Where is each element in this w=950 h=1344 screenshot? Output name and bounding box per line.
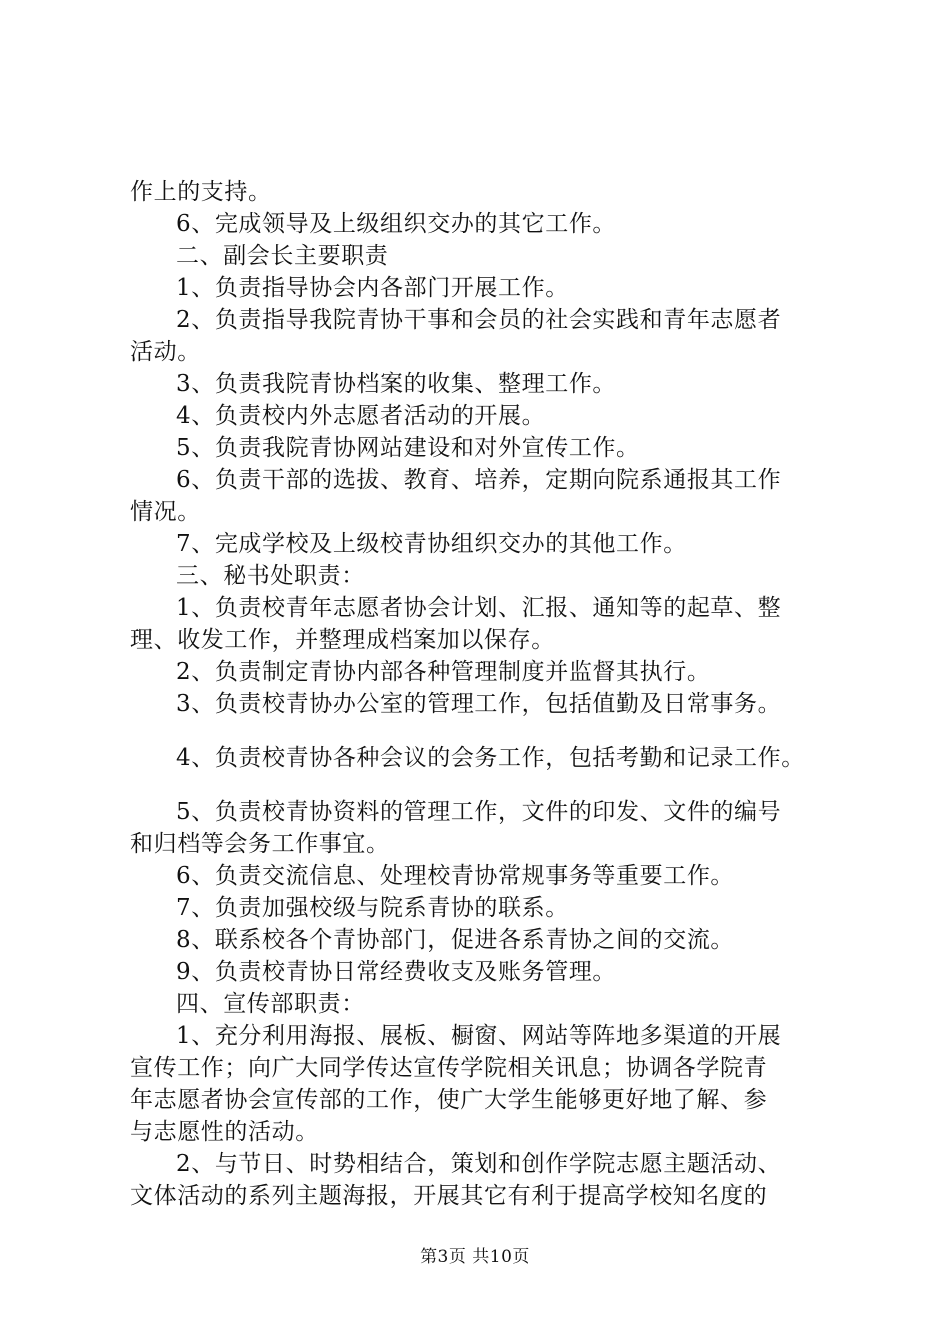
text-line: 4、负责校青协各种会议的会务工作，包括考勤和记录工作。 [176, 745, 805, 771]
text-line: 6、完成领导及上级组织交办的其它工作。 [176, 211, 617, 237]
text-line: 文体活动的系列主题海报，开展其它有利于提高学校知名度的 [130, 1183, 768, 1209]
text-line: 4、负责校内外志愿者活动的开展。 [176, 403, 546, 429]
text-line: 8、联系校各个青协部门，促进各系青协之间的交流。 [176, 927, 735, 953]
text-line: 5、负责校青协资料的管理工作，文件的印发、文件的编号 [176, 799, 782, 825]
text-line: 活动。 [130, 339, 201, 365]
page-number-footer: 第3页 共10页 [420, 1247, 530, 1267]
document-body [130, 176, 830, 1212]
paragraph-gap [130, 720, 830, 742]
text-line: 5、负责我院青协网站建设和对外宣传工作。 [176, 435, 640, 461]
text-line: 7、完成学校及上级校青协组织交办的其他工作。 [176, 531, 687, 557]
paragraph-gap [130, 774, 830, 796]
text-line: 理、收发工作，并整理成档案加以保存。 [130, 627, 555, 653]
text-line: 作上的支持。 [130, 179, 272, 205]
text-line: 2、与节日、时势相结合，策划和创作学院志愿主题活动、 [176, 1151, 782, 1177]
text-line: 6、负责交流信息、处理校青协常规事务等重要工作。 [176, 863, 735, 889]
text-line: 2、负责指导我院青协干事和会员的社会实践和青年志愿者 [176, 307, 782, 333]
section-heading: 四、宣传部职责： [176, 991, 365, 1017]
text-line: 和归档等会务工作事宜。 [130, 831, 390, 857]
text-line: 9、负责校青协日常经费收支及账务管理。 [176, 959, 617, 985]
text-line: 3、负责校青协办公室的管理工作，包括值勤及日常事务。 [176, 691, 782, 717]
text-line: 7、负责加强校级与院系青协的联系。 [176, 895, 569, 921]
text-line: 1、负责指导协会内各部门开展工作。 [176, 275, 569, 301]
text-line: 1、负责校青年志愿者协会计划、汇报、通知等的起草、整 [176, 595, 782, 621]
text-line: 情况。 [130, 499, 201, 525]
section-heading: 二、副会长主要职责 [176, 243, 389, 269]
text-line: 6、负责干部的选拔、教育、培养，定期向院系通报其工作 [176, 467, 782, 493]
text-line: 年志愿者协会宣传部的工作，使广大学生能够更好地了解、参 [130, 1087, 768, 1113]
text-line: 3、负责我院青协档案的收集、整理工作。 [176, 371, 617, 397]
text-line: 2、负责制定青协内部各种管理制度并监督其执行。 [176, 659, 711, 685]
text-line: 宣传工作；向广大同学传达宣传学院相关讯息；协调各学院青 [130, 1055, 768, 1081]
section-heading: 三、秘书处职责： [176, 563, 365, 589]
text-line: 与志愿性的活动。 [130, 1119, 319, 1145]
text-line: 1、充分利用海报、展板、橱窗、网站等阵地多渠道的开展 [176, 1023, 782, 1049]
